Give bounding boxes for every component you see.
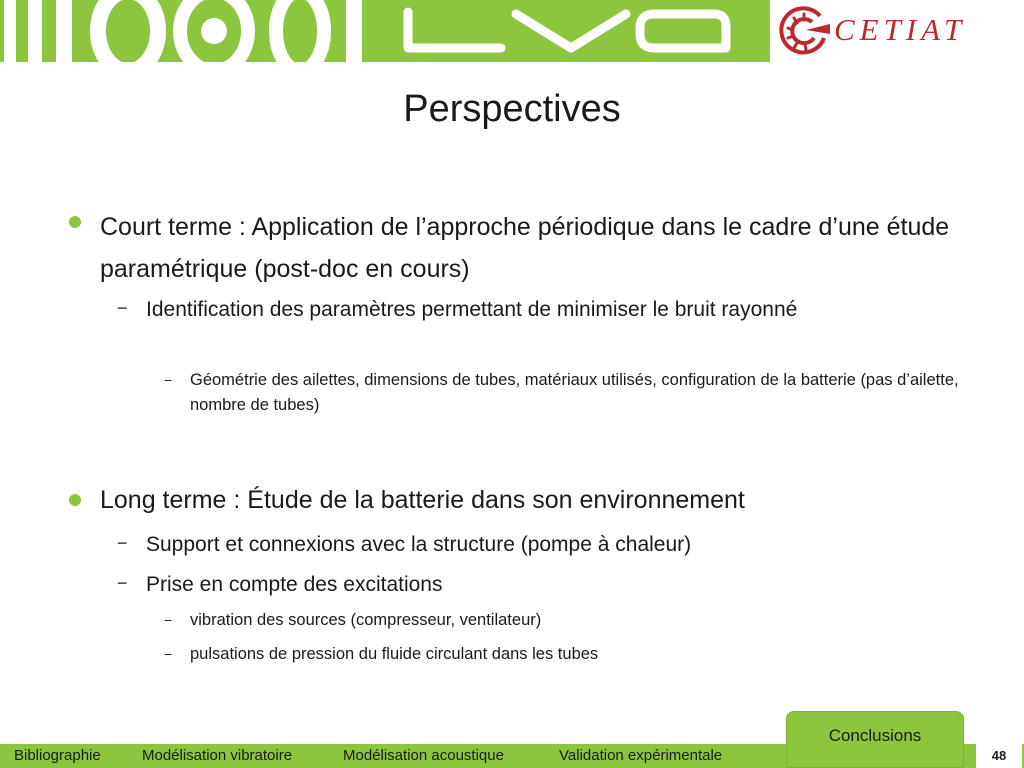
active-tab-label: Conclusions [828,726,922,745]
sub-bullet-item: Support et connexions avec la structure (pompe à chaleur) [146,533,692,556]
dash-icon: − [117,533,128,553]
cetiat-logo [770,0,1024,62]
nav-item-bibliographie[interactable]: Bibliographie [14,747,101,764]
cetiat-wordmark: CETIAT [834,12,967,47]
bullet-dot-icon [69,494,81,506]
nav-item-modelisation-vibratoire[interactable]: Modélisation vibratoire [142,747,293,764]
sub-bullet-item: Identification des paramètres permettant de minimiser le bruit rayonné [146,298,798,321]
sound-waves-graphic [0,0,380,62]
nav-item-validation-experimentale[interactable]: Validation expérimentale [559,747,723,764]
sub-bullet-item: Prise en compte des excitations [146,573,443,596]
bullet-item: Court terme : Application de l’approche périodique dans le cadre d’une étude paramétrique (post-doc en cours) [100,213,950,283]
dash-icon: − [164,372,173,388]
bullet-dot-icon [69,216,81,228]
sub-sub-bullet-item: Géométrie des ailettes, dimensions de tubes, matériaux utilisés, configuration de la batterie (pas d’ailette, nombre de tubes) [190,371,959,414]
nav-item-conclusions-active[interactable] [786,711,964,768]
dash-icon: − [117,573,128,593]
sub-sub-bullet-item: pulsations de pression du fluide circulant dans les tubes [190,645,599,663]
dash-icon: − [164,612,173,628]
page-number: 48 [976,744,1022,768]
cetiat-emblem-icon [776,4,832,58]
lva-logo [396,6,736,56]
bullet-item: Long terme : Étude de la batterie dans son environnement [100,486,745,514]
sub-sub-bullet-item: vibration des sources (compresseur, ventilateur) [190,611,542,629]
dash-icon: − [164,646,173,662]
header-banner [0,0,770,62]
nav-item-modelisation-acoustique[interactable]: Modélisation acoustique [343,747,504,764]
slide-title: Perspectives [403,88,621,130]
dash-icon: − [117,298,128,318]
